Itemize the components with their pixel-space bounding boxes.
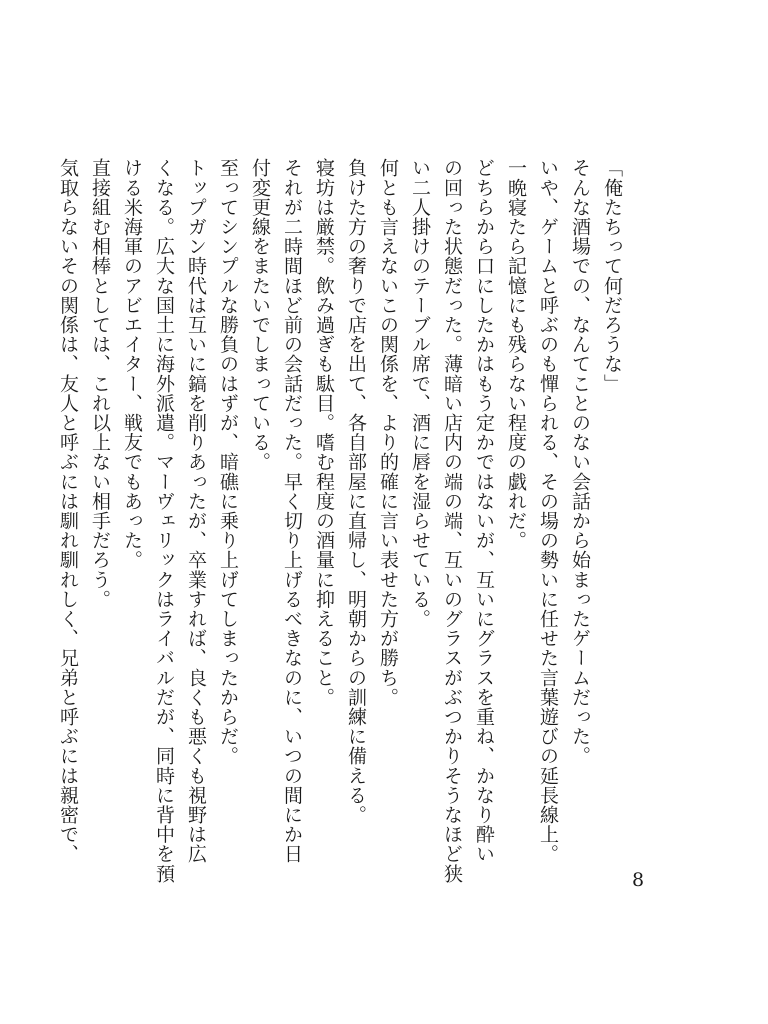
text-line: 寝坊は厳禁。飲み過ぎも駄目。嗜む程度の酒量に抑えること。 — [313, 158, 335, 707]
text-line: 気取らないその関係は、友人と呼ぶには馴れ馴れしく、兄弟と呼ぶには親密で、 — [57, 158, 79, 864]
text-line: そんな酒場での、なんてことのない会話から始まったゲームだった。 — [569, 158, 591, 766]
text-line: い二人掛けのテーブル席で、酒に唇を湿らせている。 — [409, 158, 431, 629]
text-line: どちらから口にしたかはもう定かではないが、互いにグラスを重ね、かなり酔い — [473, 158, 495, 864]
text-line: いや、ゲームと呼ぶのも憚られる、その場の勢いに任せた言葉遊びの延長線上。 — [537, 158, 559, 864]
text-line: 何とも言えないこの関係を、より的確に言い表せた方が勝ち。 — [377, 158, 399, 707]
text-line: それが二時間ほど前の会話だった。早く切り上げるべきなのに、いつの間にか日 — [281, 158, 303, 864]
text-line: の回った状態だった。薄暗い店内の端の端、互いのグラスがぶつかりそうなほど狭 — [441, 158, 463, 884]
text-line: 一晩寝たら記憶にも残らない程度の戯れだ。 — [505, 158, 527, 550]
text-line: 直接組む相棒としては、これ以上ない相手だろう。 — [89, 158, 111, 609]
text-line: 負けた方の奢りで店を出て、各自部屋に直帰し、明朝からの訓練に備える。 — [345, 158, 367, 825]
text-line: くなる。広大な国土に海外派遣。マーヴェリックはライバルだが、同時に背中を預 — [153, 158, 175, 884]
text-line: トップガン時代は互いに鎬を削りあったが、卒業すれば、良くも悪くも視野は広 — [185, 158, 207, 864]
text-line: 「俺たちって何だろうな」 — [601, 158, 623, 394]
text-line: 至ってシンプルな勝負のはずが、暗礁に乗り上げてしまったからだ。 — [217, 158, 239, 766]
vertical-text-body — [52, 158, 628, 884]
page-number: 8 — [632, 869, 645, 891]
text-line: 付変更線をまたいでしまっている。 — [249, 158, 271, 472]
text-line: ける米海軍のアビエイター、戦友でもあった。 — [121, 158, 143, 570]
